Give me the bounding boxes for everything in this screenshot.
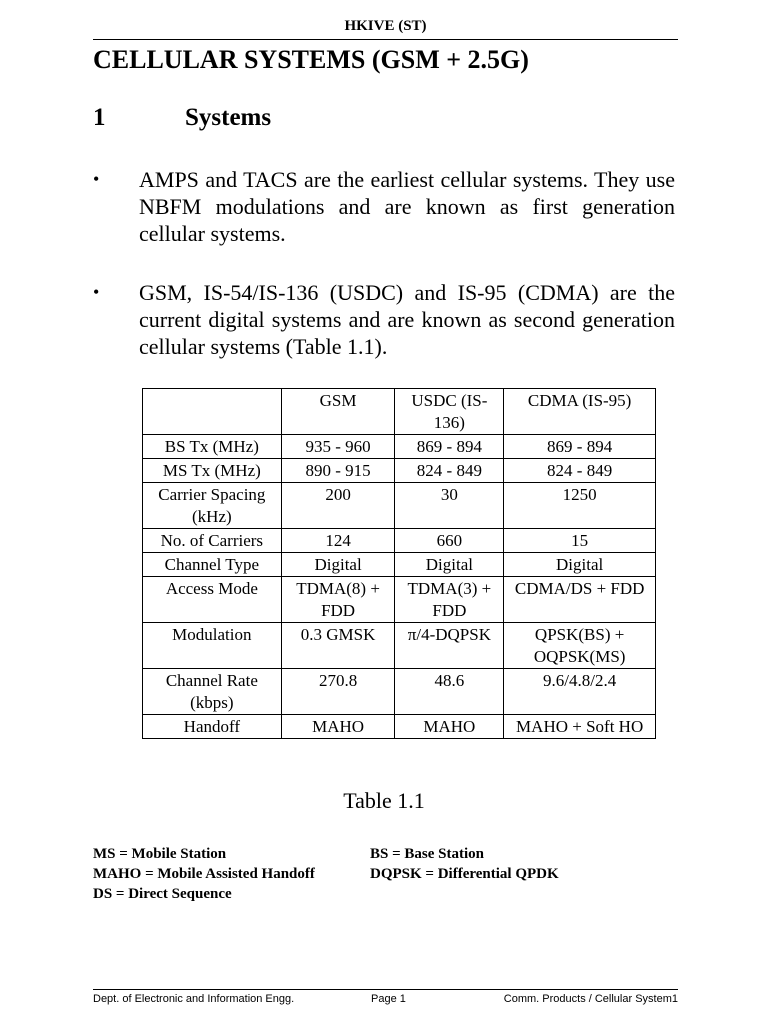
section-heading: [93, 104, 271, 132]
table-header-row: [143, 389, 656, 435]
abbreviation-entry: BS = Base Station: [370, 846, 484, 862]
bullet-item: [93, 166, 675, 247]
bullet-marker: •: [93, 282, 100, 302]
table-row: [143, 577, 656, 623]
running-header: HKIVE (ST): [344, 18, 427, 34]
table-cell: 200: [281, 483, 395, 529]
table-cell: 270.8: [281, 669, 395, 715]
footer-course: Comm. Products / Cellular System1: [503, 993, 678, 1005]
table-cell: 890 - 915: [281, 459, 395, 483]
footer-page-number: Page 1: [371, 993, 406, 1005]
abbreviation-row: [93, 884, 693, 904]
table-cell: 30: [395, 483, 504, 529]
table-row: [143, 529, 656, 553]
footer-department: Dept. of Electronic and Information Engg.: [93, 993, 295, 1005]
table-cell: 824 - 849: [504, 459, 656, 483]
table-row-label: No. of Carriers: [143, 529, 282, 553]
table-row-label: MS Tx (MHz): [143, 459, 282, 483]
table-cell: Digital: [504, 553, 656, 577]
table-row-label: Access Mode: [143, 577, 282, 623]
table-row: [143, 623, 656, 669]
bullet-text: GSM, IS-54/IS-136 (USDC) and IS-95 (CDMA) are the current digital systems and are known as second generation cellular systems (Table 1.1).: [139, 280, 675, 359]
bullet-text: AMPS and TACS are the earliest cellular systems. They use NBFM modulations and are known as first generation cellular systems.: [139, 167, 675, 246]
abbreviation-row: [93, 864, 693, 884]
table-cell: 935 - 960: [281, 435, 395, 459]
table-cell: 0.3 GMSK: [281, 623, 395, 669]
abbreviation-list: [93, 844, 693, 904]
table-row: [143, 459, 656, 483]
table-cell: MAHO: [281, 715, 395, 739]
table-row-label: BS Tx (MHz): [143, 435, 282, 459]
abbreviation-entry: MS = Mobile Station: [93, 846, 227, 862]
abbreviation-row: [93, 844, 693, 864]
table-header-cell: [143, 389, 282, 435]
abbreviation-entry: DS = Direct Sequence: [93, 886, 232, 902]
table-cell: Digital: [281, 553, 395, 577]
bullet-marker: •: [93, 169, 100, 189]
table-cell: MAHO + Soft HO: [504, 715, 656, 739]
table-header-cell: CDMA (IS-95): [504, 389, 656, 435]
table-row-label: Modulation: [143, 623, 282, 669]
table-cell: 1250: [504, 483, 656, 529]
table-cell: TDMA(3) + FDD: [395, 577, 504, 623]
table-cell: 869 - 894: [504, 435, 656, 459]
table-cell: CDMA/DS + FDD: [504, 577, 656, 623]
table-row: [143, 669, 656, 715]
section-number: 1: [93, 104, 106, 131]
abbreviation-entry: MAHO = Mobile Assisted Handoff: [93, 866, 315, 882]
table-cell: 824 - 849: [395, 459, 504, 483]
table-row-label: Handoff: [143, 715, 282, 739]
table-cell: 869 - 894: [395, 435, 504, 459]
table-cell: 15: [504, 529, 656, 553]
footer-rule: [93, 989, 678, 990]
table-cell: Digital: [395, 553, 504, 577]
table-cell: 660: [395, 529, 504, 553]
table-cell: MAHO: [395, 715, 504, 739]
table-cell: π/4-DQPSK: [395, 623, 504, 669]
bullet-item: [93, 279, 675, 360]
systems-comparison-table: [142, 388, 656, 739]
table-caption: Table 1.1: [343, 788, 425, 813]
table-row: [143, 483, 656, 529]
table-row-label: Carrier Spacing (kHz): [143, 483, 282, 529]
table-row: [143, 715, 656, 739]
header-rule: [93, 39, 678, 40]
table-cell: TDMA(8) + FDD: [281, 577, 395, 623]
document-title: CELLULAR SYSTEMS (GSM + 2.5G): [93, 45, 529, 74]
table-cell: 124: [281, 529, 395, 553]
table-row-label: Channel Rate (kbps): [143, 669, 282, 715]
abbreviation-entry: DQPSK = Differential QPDK: [370, 866, 559, 882]
table-row: [143, 435, 656, 459]
table-row-label: Channel Type: [143, 553, 282, 577]
table-cell: 9.6/4.8/2.4: [504, 669, 656, 715]
table-row: [143, 553, 656, 577]
table-header-cell: GSM: [281, 389, 395, 435]
table-cell: QPSK(BS) + OQPSK(MS): [504, 623, 656, 669]
table-cell: 48.6: [395, 669, 504, 715]
table-header-cell: USDC (IS-136): [395, 389, 504, 435]
section-title: Systems: [185, 104, 272, 131]
